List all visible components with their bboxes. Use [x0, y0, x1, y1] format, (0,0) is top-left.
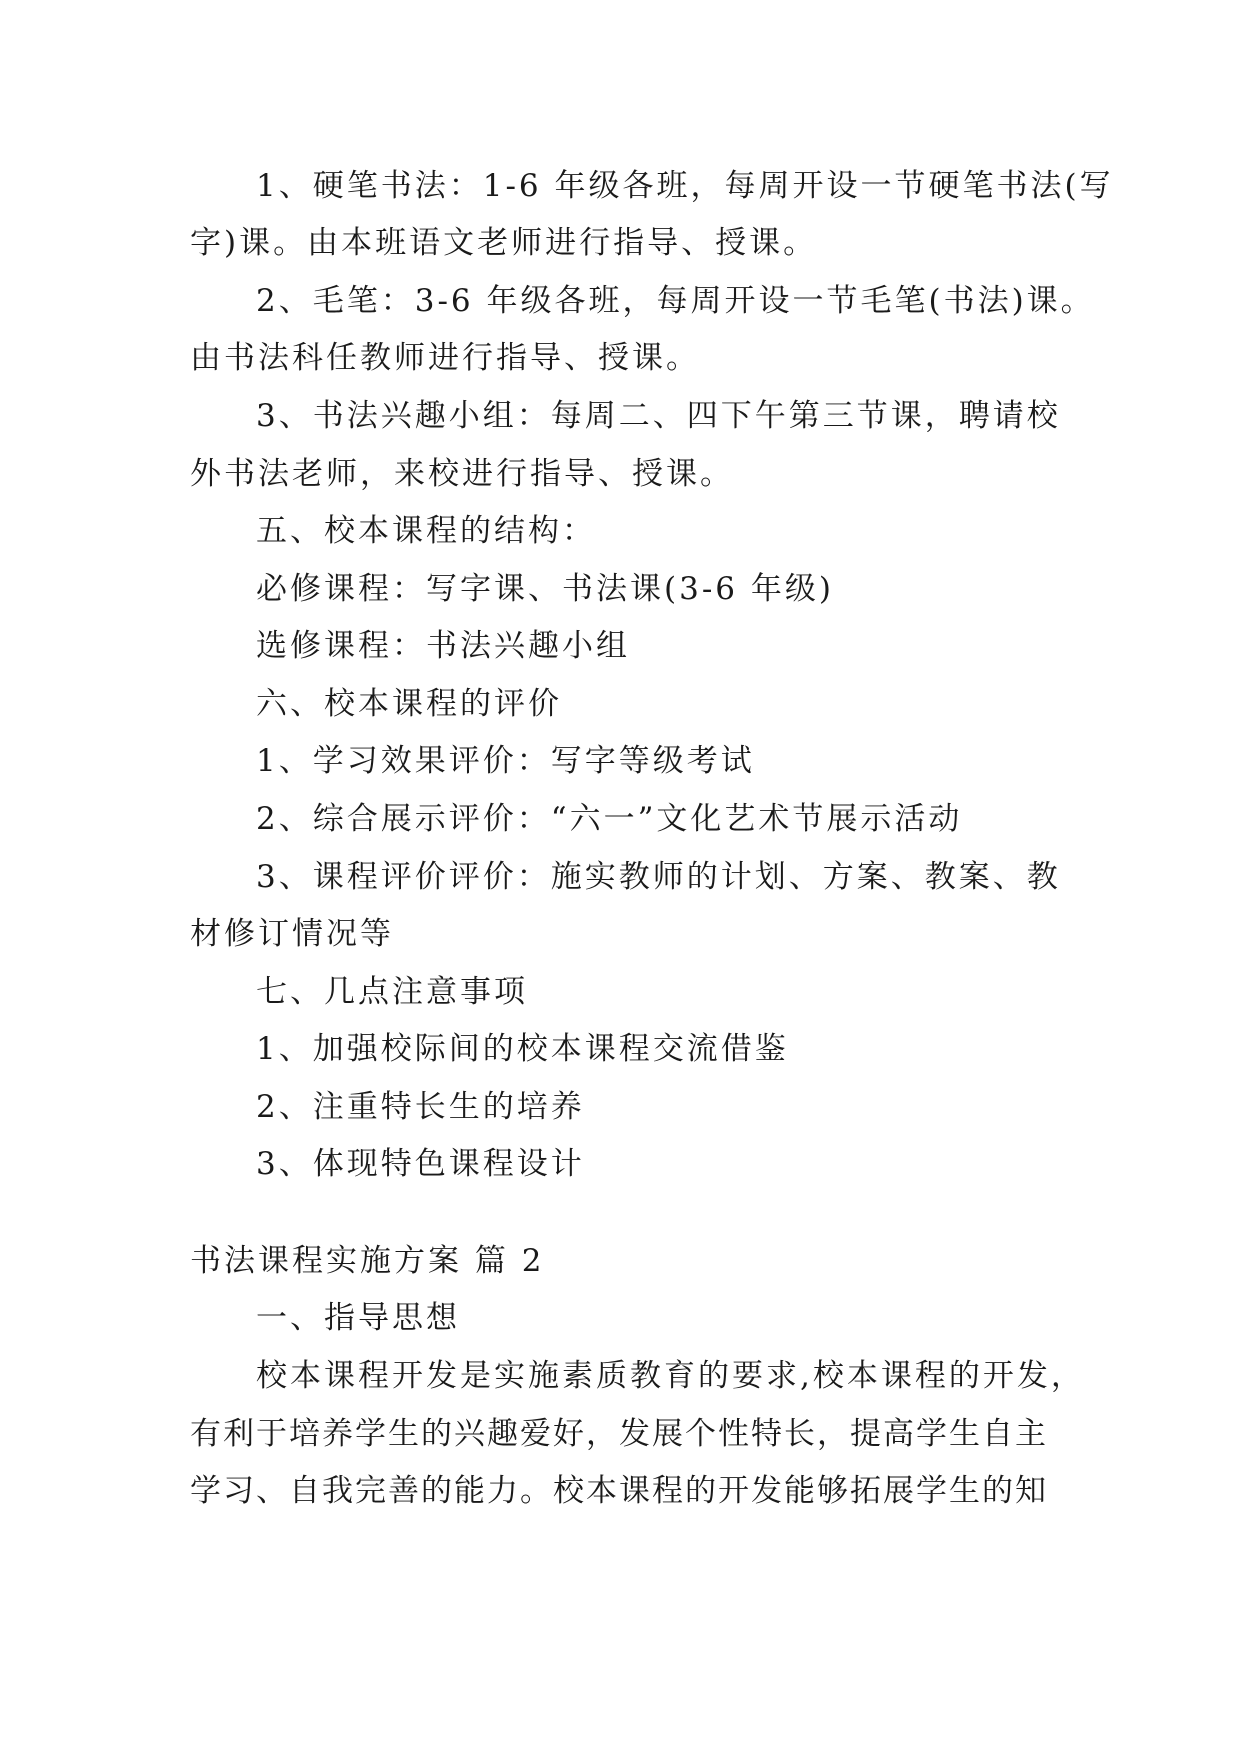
paragraph-line: 材修订情况等 [190, 916, 394, 952]
paragraph-line: 必修课程：写字课、书法课(3-6 年级) [256, 571, 834, 607]
paragraph-line: 外书法老师，来校进行指导、授课。 [190, 456, 734, 492]
paragraph-line: 学习、自我完善的能力。校本课程的开发能够拓展学生的知 [190, 1473, 1048, 1509]
paragraph-line: 字)课。由本班语文老师进行指导、授课。 [190, 225, 818, 261]
paragraph-line: 由书法科任教师进行指导、授课。 [190, 340, 700, 376]
section-heading: 七、几点注意事项 [256, 974, 528, 1010]
paragraph-line: 2、注重特长生的培养 [256, 1089, 585, 1125]
paragraph-line: 2、综合展示评价：“六一”文化艺术节展示活动 [256, 801, 963, 837]
paragraph-line: 3、书法兴趣小组：每周二、四下午第三节课，聘请校 [256, 398, 1061, 434]
paragraph-line: 1、学习效果评价：写字等级考试 [256, 743, 755, 779]
paragraph-line: 校本课程开发是实施素质教育的要求,校本课程的开发， [256, 1358, 1085, 1394]
section-heading: 五、校本课程的结构： [256, 513, 596, 549]
section-heading: 六、校本课程的评价 [256, 686, 562, 722]
paragraph-line: 1、硬笔书法：1-6 年级各班，每周开设一节硬笔书法(写 [256, 168, 1114, 204]
article-title: 书法课程实施方案 篇 2 [190, 1243, 545, 1279]
paragraph-line: 1、加强校际间的校本课程交流借鉴 [256, 1031, 789, 1067]
paragraph-line: 有利于培养学生的兴趣爱好，发展个性特长，提高学生自主 [190, 1416, 1048, 1452]
paragraph-line: 3、体现特色课程设计 [256, 1146, 585, 1182]
paragraph-line: 选修课程：书法兴趣小组 [256, 628, 630, 664]
paragraph-line: 2、毛笔：3-6 年级各班，每周开设一节毛笔(书法)课。 [256, 283, 1095, 319]
paragraph-line: 3、课程评价评价：施实教师的计划、方案、教案、教 [256, 859, 1061, 895]
section-heading: 一、指导思想 [256, 1300, 460, 1336]
